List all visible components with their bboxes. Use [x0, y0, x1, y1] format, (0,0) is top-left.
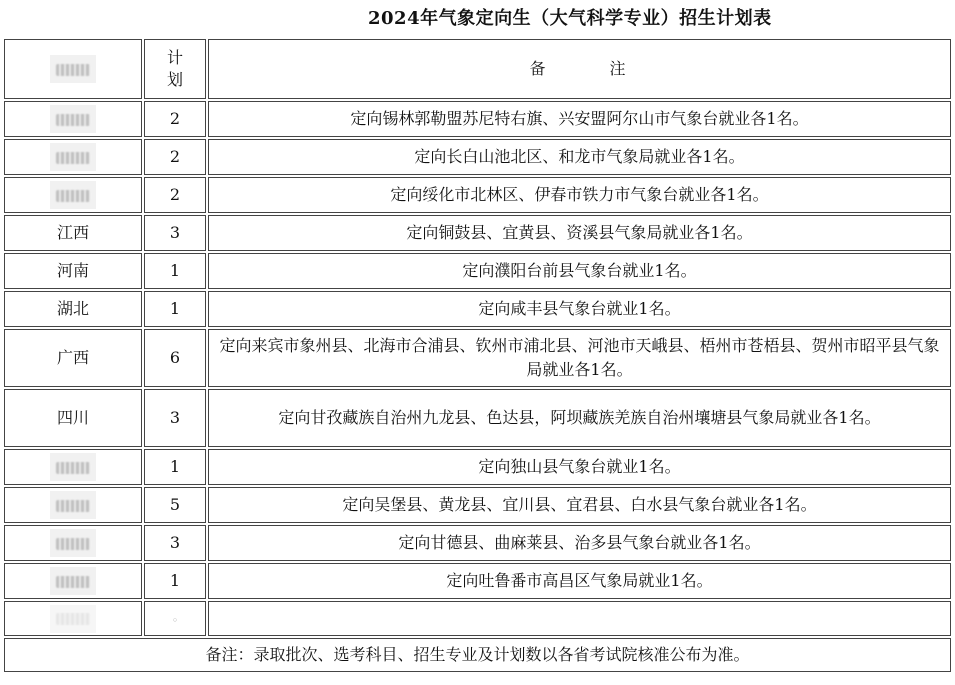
footer-note: 备注：录取批次、选考科目、招生专业及计划数以各省考试院核准公布为准。	[4, 638, 951, 672]
total-row	[4, 601, 951, 636]
blurred-province	[50, 181, 96, 209]
note-cell: 定向绥化市北林区、伊春市铁力市气象台就业各1名。	[208, 177, 951, 213]
plan-cell: 2	[144, 139, 206, 175]
table-row	[4, 177, 951, 213]
blurred-province	[50, 567, 96, 595]
blurred-province	[50, 105, 96, 133]
table-row	[4, 215, 951, 251]
note-cell: 定向甘德县、曲麻莱县、治多县气象台就业各1名。	[208, 525, 951, 561]
province-cell	[4, 525, 142, 561]
plan-cell: 5	[144, 487, 206, 523]
table-row	[4, 487, 951, 523]
plan-cell: 1	[144, 563, 206, 599]
plan-cell: 1	[144, 449, 206, 485]
header-plan-label: 计划	[166, 47, 183, 89]
blurred-province	[50, 491, 96, 519]
plan-cell: 2	[144, 177, 206, 213]
note-cell: 定向锡林郭勒盟苏尼特右旗、兴安盟阿尔山市气象台就业各1名。	[208, 101, 951, 137]
province-cell	[4, 563, 142, 599]
table-title: 2024年气象定向生（大气科学专业）招生计划表	[368, 8, 772, 29]
table-row	[4, 139, 951, 175]
table-row	[4, 329, 951, 387]
blurred-header-label	[50, 55, 96, 83]
province-cell	[4, 101, 142, 137]
plan-cell: 3	[144, 215, 206, 251]
province-cell: 江西	[4, 215, 142, 251]
province-cell: 湖北	[4, 291, 142, 327]
header-plan-cell	[144, 39, 206, 99]
blurred-province	[50, 143, 96, 171]
footer-row	[4, 638, 951, 672]
province-cell: 河南	[4, 253, 142, 289]
province-cell: 四川	[4, 389, 142, 447]
note-cell: 定向铜鼓县、宜黄县、资溪县气象局就业各1名。	[208, 215, 951, 251]
total-label-cell	[4, 601, 142, 636]
plan-cell: 3	[144, 525, 206, 561]
blurred-total-label	[50, 605, 96, 633]
note-cell: 定向甘孜藏族自治州九龙县、色达县，阿坝藏族羌族自治州壤塘县气象局就业各1名。	[208, 389, 951, 447]
table-row	[4, 449, 951, 485]
province-cell	[4, 177, 142, 213]
note-cell: 定向独山县气象台就业1名。	[208, 449, 951, 485]
table-row	[4, 101, 951, 137]
note-cell: 定向咸丰县气象台就业1名。	[208, 291, 951, 327]
province-cell	[4, 487, 142, 523]
table-row	[4, 291, 951, 327]
province-cell: 广西	[4, 329, 142, 387]
plan-cell: 1	[144, 253, 206, 289]
table-row	[4, 525, 951, 561]
plan-cell: 1	[144, 291, 206, 327]
blurred-mark-icon: ◦	[171, 613, 179, 627]
note-cell: 定向长白山池北区、和龙市气象局就业各1名。	[208, 139, 951, 175]
header-row	[4, 39, 951, 99]
total-note-cell	[208, 601, 951, 636]
header-note-cell	[208, 39, 951, 99]
plan-cell: 3	[144, 389, 206, 447]
note-cell: 定向吴堡县、黄龙县、宜川县、宜君县、白水县气象台就业各1名。	[208, 487, 951, 523]
table-row	[4, 389, 951, 447]
note-cell: 定向吐鲁番市高昌区气象局就业1名。	[208, 563, 951, 599]
header-note-label: 备 注	[529, 59, 630, 78]
province-cell	[4, 139, 142, 175]
blurred-province	[50, 529, 96, 557]
total-value-cell	[144, 601, 206, 636]
table-row	[4, 563, 951, 599]
enrollment-plan-table	[2, 37, 953, 674]
plan-cell: 2	[144, 101, 206, 137]
note-cell: 定向来宾市象州县、北海市合浦县、钦州市浦北县、河池市天峨县、梧州市苍梧县、贺州市昭平县气象局就业各1名。	[208, 329, 951, 387]
blurred-province	[50, 453, 96, 481]
plan-cell: 6	[144, 329, 206, 387]
header-province-cell	[4, 39, 142, 99]
province-cell	[4, 449, 142, 485]
table-row	[4, 253, 951, 289]
note-cell: 定向濮阳台前县气象台就业1名。	[208, 253, 951, 289]
